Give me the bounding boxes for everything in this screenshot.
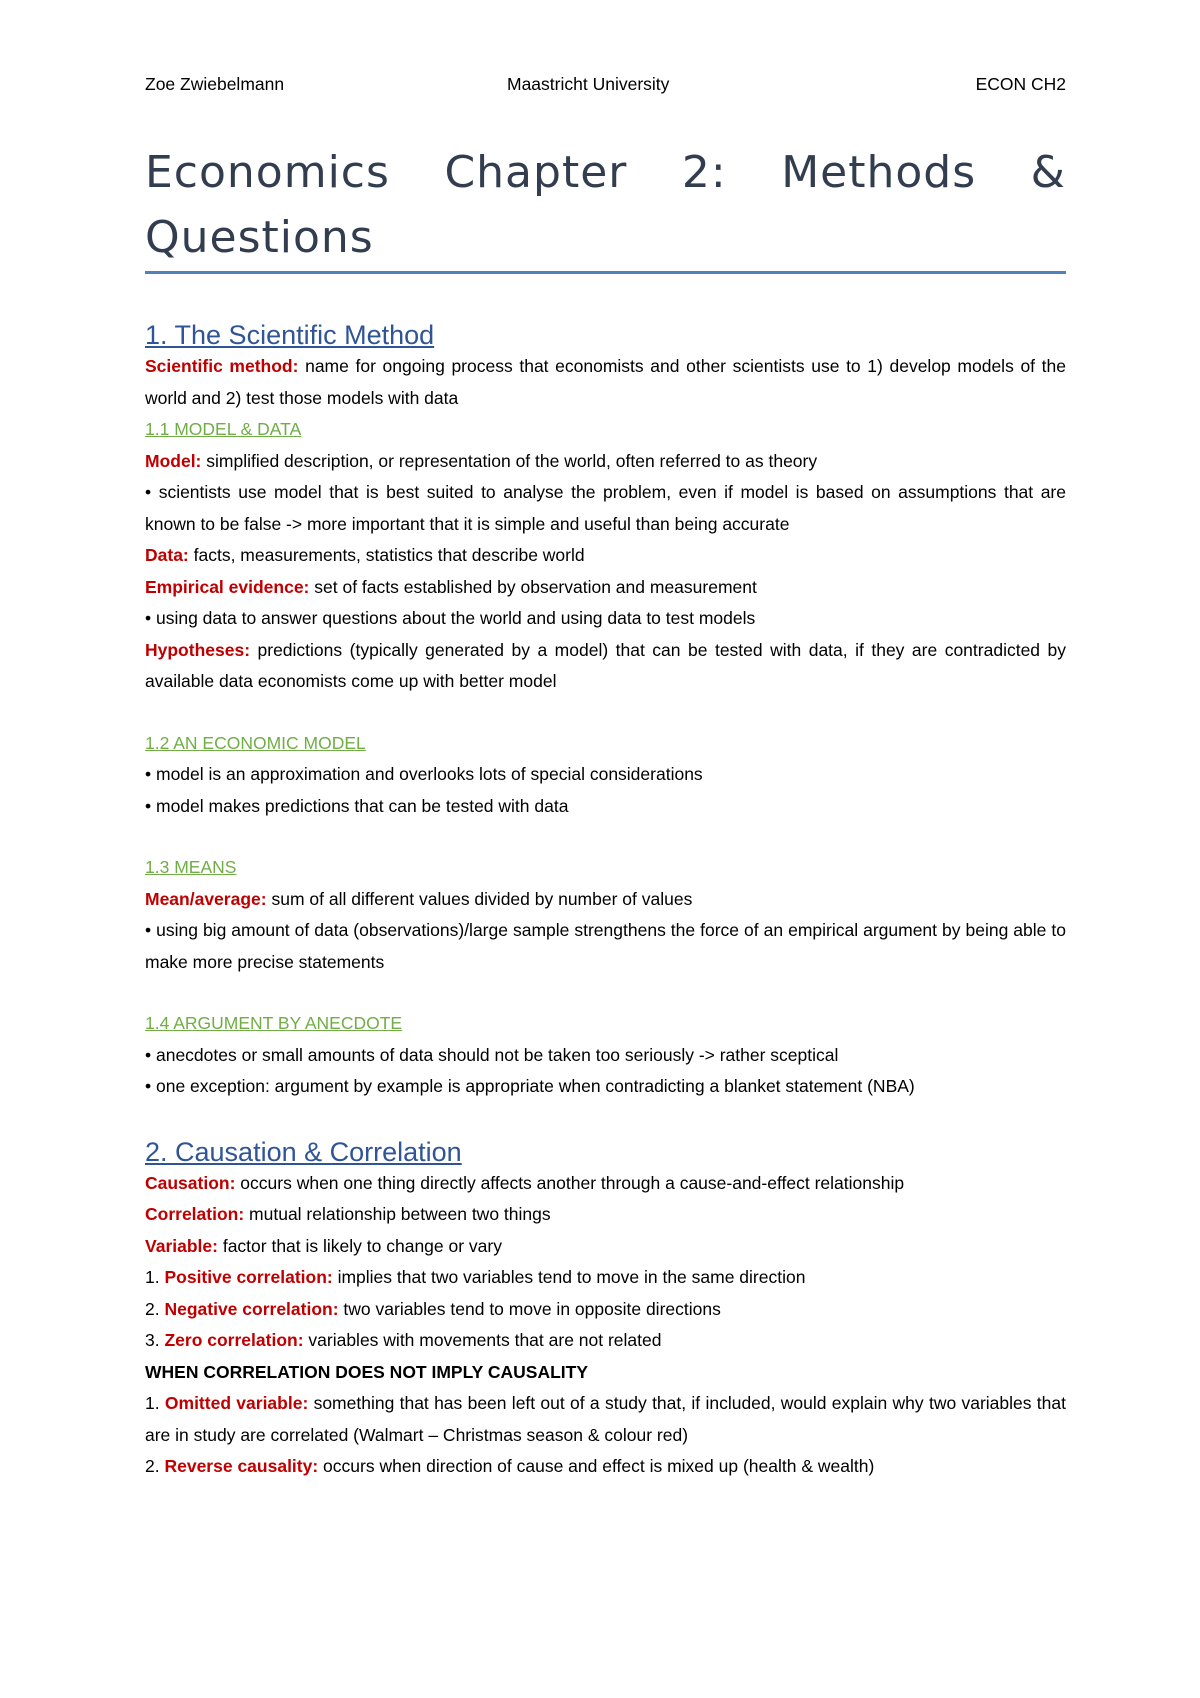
title-line-2: Questions: [145, 212, 374, 263]
term-label: Empirical evidence:: [145, 576, 310, 597]
subsection-heading-means: 1.3 MEANS: [145, 857, 237, 877]
term-label: Mean/average:: [145, 888, 267, 909]
term-label: Positive correlation:: [164, 1267, 333, 1287]
section-heading-scientific-method: 1. The Scientific Method: [145, 320, 435, 350]
document-body: [145, 316, 1066, 1483]
definition-text: implies that two variables tend to move in the same direction: [332, 1267, 806, 1287]
definition-text: facts, measurements, statistics that describe world: [188, 545, 585, 565]
definition-text: sum of all different values divided by number of values: [266, 888, 693, 909]
bullet-item: • scientists use model that is best suited to analyse the problem, even if model is based on assumptions that are known to be false -> more important that it is simple and useful than being accurate: [145, 482, 1066, 534]
definition-text: simplified description, or representation of the world, often referred to as theory: [201, 450, 818, 471]
item-number: 1.: [145, 1393, 165, 1413]
header-university: Maastricht University: [507, 74, 670, 94]
header-course: ECON CH2: [975, 74, 1066, 94]
definition-model: [145, 446, 1066, 478]
term-label: Zero correlation:: [164, 1330, 304, 1350]
definition-data: [145, 540, 1066, 572]
definition-text: name for ongoing process that economists and other scientists use to 1) develop models of the world and 2) test those models with data: [145, 356, 1066, 408]
bullet-item: • model makes predictions that can be tested with data: [145, 795, 569, 816]
definition-text: something that has been left out of a study that, if included, would explain why two variables that are in study are correlated (Walmart – Christmas season & colour red): [145, 1393, 1066, 1445]
title-divider: [145, 271, 1066, 274]
item-number: 1.: [145, 1267, 165, 1287]
definition-text: set of facts established by observation and measurement: [309, 576, 757, 597]
term-label: Causation:: [145, 1172, 236, 1193]
definition-text: mutual relationship between two things: [244, 1204, 551, 1224]
term-label: Omitted variable:: [164, 1393, 309, 1413]
item-number: 2.: [145, 1298, 165, 1319]
page-header: [145, 74, 1066, 98]
definition-empirical-evidence: [145, 572, 1066, 604]
numbered-item: [145, 1451, 1066, 1483]
numbered-item: [145, 1388, 1066, 1451]
header-author: Zoe Zwiebelmann: [145, 74, 285, 94]
term-label: Hypotheses:: [145, 639, 251, 660]
definition-causation: [145, 1168, 1066, 1200]
term-label: Variable:: [145, 1235, 218, 1256]
document-title: [145, 140, 1066, 270]
section-heading-causation-correlation: 2. Causation & Correlation: [145, 1136, 462, 1167]
numbered-item: [145, 1294, 1066, 1326]
term-label: Model:: [145, 450, 202, 471]
subsection-heading-argument-by-anecdote: 1.4 ARGUMENT BY ANECDOTE: [145, 1013, 403, 1033]
definition-text: variables with movements that are not related: [303, 1330, 662, 1350]
definition-variable: [145, 1231, 1066, 1263]
bullet-item: • anecdotes or small amounts of data should not be taken too seriously -> rather sceptical: [145, 1044, 839, 1065]
caps-subheading: WHEN CORRELATION DOES NOT IMPLY CAUSALITY: [145, 1361, 589, 1382]
bullet-item: • using data to answer questions about the world and using data to test models: [145, 608, 756, 628]
definition-correlation: [145, 1199, 1066, 1231]
item-number: 2.: [145, 1456, 165, 1476]
term-label: Correlation:: [145, 1204, 245, 1224]
definition-text: predictions (typically generated by a model) that can be tested with data, if they are contradicted by available data economists come up with better model: [145, 639, 1066, 691]
bullet-item: • model is an approximation and overlooks lots of special considerations: [145, 764, 703, 784]
definition-hypotheses: [145, 635, 1066, 698]
bullet-item: • one exception: argument by example is appropriate when contradicting a blanket statement (NBA): [145, 1076, 915, 1096]
title-line-1: Economics Chapter 2: Methods &: [145, 147, 1066, 198]
subsection-heading-model-data: 1.1 MODEL & DATA: [145, 419, 302, 439]
numbered-item: [145, 1262, 1066, 1294]
term-label: Scientific method:: [145, 356, 299, 376]
subsection-heading-economic-model: 1.2 AN ECONOMIC MODEL: [145, 732, 366, 753]
definition-text: occurs when direction of cause and effect is mixed up (health & wealth): [318, 1456, 875, 1476]
definition-text: two variables tend to move in opposite directions: [338, 1298, 721, 1319]
definition-scientific-method: [145, 351, 1066, 414]
item-number: 3.: [145, 1330, 165, 1350]
bullet-item: • using big amount of data (observations)/large sample strengthens the force of an empirical argument by being able to make more precise statements: [145, 920, 1066, 972]
term-label: Negative correlation:: [164, 1298, 339, 1319]
numbered-item: [145, 1325, 1066, 1357]
definition-mean: [145, 884, 1066, 916]
definition-text: occurs when one thing directly affects another through a cause-and-effect relationship: [235, 1172, 905, 1193]
term-label: Reverse causality:: [164, 1456, 319, 1476]
definition-text: factor that is likely to change or vary: [217, 1235, 502, 1256]
term-label: Data:: [145, 545, 189, 565]
